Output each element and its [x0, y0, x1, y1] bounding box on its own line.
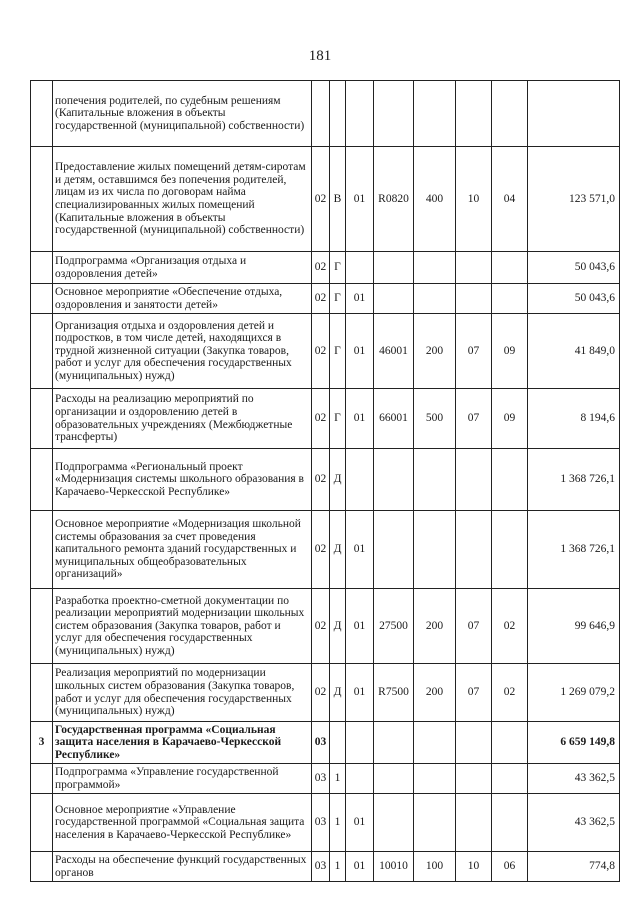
item-name-cell: Подпрограмма «Региональный проект «Модернизация системы школьного образования в Карачаево-Черкесской Республике» — [53, 449, 312, 511]
program-code-cell: 03 — [312, 764, 330, 794]
subprogram-code-cell: Д — [330, 589, 346, 664]
section-code-cell — [456, 722, 492, 764]
program-code-cell: 03 — [312, 794, 330, 852]
direction-code-cell — [374, 449, 414, 511]
table-row — [31, 389, 620, 449]
subprogram-code-cell — [330, 722, 346, 764]
budget-table — [30, 80, 620, 882]
row-number-cell — [31, 81, 53, 147]
subprogram-code-cell: Д — [330, 511, 346, 589]
activity-code-cell: 01 — [346, 314, 374, 389]
subsection-code-cell: 04 — [492, 147, 528, 252]
row-number-cell — [31, 147, 53, 252]
section-code-cell — [456, 284, 492, 314]
row-number-cell — [31, 389, 53, 449]
direction-code-cell: R7500 — [374, 664, 414, 722]
activity-code-cell — [346, 81, 374, 147]
subprogram-code-cell: 1 — [330, 794, 346, 852]
section-code-cell: 07 — [456, 389, 492, 449]
subsection-code-cell: 09 — [492, 389, 528, 449]
activity-code-cell: 01 — [346, 589, 374, 664]
section-code-cell — [456, 81, 492, 147]
section-code-cell — [456, 511, 492, 589]
expense-type-code-cell: 400 — [414, 147, 456, 252]
subprogram-code-cell: Г — [330, 284, 346, 314]
subsection-code-cell: 02 — [492, 664, 528, 722]
amount-cell: 6 659 149,8 — [528, 722, 620, 764]
amount-cell: 774,8 — [528, 852, 620, 882]
program-code-cell: 02 — [312, 147, 330, 252]
amount-cell: 123 571,0 — [528, 147, 620, 252]
expense-type-code-cell — [414, 81, 456, 147]
section-code-cell — [456, 449, 492, 511]
item-name-cell: Разработка проектно-сметной документации по реализации мероприятий модернизации школьных систем образования (Закупка товаров, работ и услуг для обеспечения государственных (муниципальных) нужд) — [53, 589, 312, 664]
section-code-cell — [456, 252, 492, 284]
subsection-code-cell: 02 — [492, 589, 528, 664]
direction-code-cell — [374, 764, 414, 794]
section-code-cell: 10 — [456, 852, 492, 882]
table-row — [31, 314, 620, 389]
direction-code-cell: 27500 — [374, 589, 414, 664]
table-row — [31, 147, 620, 252]
direction-code-cell — [374, 794, 414, 852]
table-row — [31, 722, 620, 764]
item-name-cell: Предоставление жилых помещений детям-сиротам и детям, оставшимся без попечения родителей, лицам из их числа по договорам найма специализированных жилых помещений (Капитальные вложения в объекты государственной (муниципальной) собственности) — [53, 147, 312, 252]
subsection-code-cell — [492, 794, 528, 852]
amount-cell: 99 646,9 — [528, 589, 620, 664]
expense-type-code-cell: 500 — [414, 389, 456, 449]
item-name-cell: Подпрограмма «Управление государственной программой» — [53, 764, 312, 794]
expense-type-code-cell: 200 — [414, 314, 456, 389]
item-name-cell: Основное мероприятие «Модернизация школьной системы образования за счет проведения капитального ремонта зданий государственных и муниципальных общеобразовательных организаций» — [53, 511, 312, 589]
item-name-cell: Основное мероприятие «Обеспечение отдыха, оздоровления и занятости детей» — [53, 284, 312, 314]
item-name-cell: Организация отдыха и оздоровления детей и подростков, в том числе детей, находящихся в трудной жизненной ситуации (Закупка товаров, работ и услуг для обеспечения государственных (муниципальных) нужд) — [53, 314, 312, 389]
program-code-cell: 02 — [312, 511, 330, 589]
activity-code-cell: 01 — [346, 852, 374, 882]
direction-code-cell — [374, 252, 414, 284]
row-number-cell — [31, 852, 53, 882]
amount-cell: 1 269 079,2 — [528, 664, 620, 722]
direction-code-cell: 46001 — [374, 314, 414, 389]
table-row — [31, 764, 620, 794]
amount-cell — [528, 81, 620, 147]
direction-code-cell — [374, 81, 414, 147]
row-number-cell — [31, 252, 53, 284]
expense-type-code-cell — [414, 764, 456, 794]
activity-code-cell: 01 — [346, 147, 374, 252]
item-name-cell: Государственная программа «Социальная защита населения в Карачаево-Черкесской Республике» — [53, 722, 312, 764]
section-code-cell: 10 — [456, 147, 492, 252]
program-code-cell: 03 — [312, 852, 330, 882]
expense-type-code-cell — [414, 722, 456, 764]
subprogram-code-cell — [330, 81, 346, 147]
amount-cell: 43 362,5 — [528, 764, 620, 794]
program-code-cell: 02 — [312, 589, 330, 664]
table-row — [31, 81, 620, 147]
subprogram-code-cell: Г — [330, 314, 346, 389]
table-row — [31, 664, 620, 722]
activity-code-cell — [346, 764, 374, 794]
subprogram-code-cell: Д — [330, 449, 346, 511]
expense-type-code-cell — [414, 794, 456, 852]
section-code-cell — [456, 764, 492, 794]
table-body — [31, 81, 620, 882]
item-name-cell: Расходы на реализацию мероприятий по организации и оздоровлению детей в образовательных учреждениях (Межбюджетные трансферты) — [53, 389, 312, 449]
table-row — [31, 449, 620, 511]
section-code-cell: 07 — [456, 314, 492, 389]
table-row — [31, 284, 620, 314]
direction-code-cell: 66001 — [374, 389, 414, 449]
direction-code-cell — [374, 284, 414, 314]
item-name-cell: Основное мероприятие «Управление государственной программой «Социальная защита населения в Карачаево-Черкесской Республике» — [53, 794, 312, 852]
subprogram-code-cell: В — [330, 147, 346, 252]
subprogram-code-cell: Г — [330, 252, 346, 284]
program-code-cell: 02 — [312, 389, 330, 449]
row-number-cell: 3 — [31, 722, 53, 764]
direction-code-cell — [374, 511, 414, 589]
expense-type-code-cell: 100 — [414, 852, 456, 882]
amount-cell: 50 043,6 — [528, 252, 620, 284]
subprogram-code-cell: Г — [330, 389, 346, 449]
item-name-cell: попечения родителей, по судебным решениям (Капитальные вложения в объекты государственной (муниципальной) собственности) — [53, 81, 312, 147]
amount-cell: 50 043,6 — [528, 284, 620, 314]
direction-code-cell: R0820 — [374, 147, 414, 252]
item-name-cell: Подпрограмма «Организация отдыха и оздоровления детей» — [53, 252, 312, 284]
section-code-cell: 07 — [456, 664, 492, 722]
subsection-code-cell — [492, 511, 528, 589]
direction-code-cell: 10010 — [374, 852, 414, 882]
subsection-code-cell: 09 — [492, 314, 528, 389]
item-name-cell: Реализация мероприятий по модернизации школьных систем образования (Закупка товаров, работ и услуг для обеспечения государственных (муниципальных) нужд) — [53, 664, 312, 722]
row-number-cell — [31, 589, 53, 664]
subsection-code-cell — [492, 764, 528, 794]
activity-code-cell: 01 — [346, 664, 374, 722]
activity-code-cell — [346, 722, 374, 764]
subsection-code-cell — [492, 81, 528, 147]
row-number-cell — [31, 511, 53, 589]
activity-code-cell: 01 — [346, 284, 374, 314]
expense-type-code-cell — [414, 449, 456, 511]
table-row — [31, 252, 620, 284]
expense-type-code-cell — [414, 252, 456, 284]
section-code-cell: 07 — [456, 589, 492, 664]
amount-cell: 41 849,0 — [528, 314, 620, 389]
program-code-cell: 02 — [312, 284, 330, 314]
row-number-cell — [31, 794, 53, 852]
amount-cell: 8 194,6 — [528, 389, 620, 449]
subprogram-code-cell: 1 — [330, 764, 346, 794]
program-code-cell: 02 — [312, 252, 330, 284]
expense-type-code-cell — [414, 284, 456, 314]
amount-cell: 1 368 726,1 — [528, 449, 620, 511]
row-number-cell — [31, 284, 53, 314]
subsection-code-cell — [492, 284, 528, 314]
expense-type-code-cell: 200 — [414, 589, 456, 664]
table-row — [31, 511, 620, 589]
direction-code-cell — [374, 722, 414, 764]
program-code-cell: 03 — [312, 722, 330, 764]
section-code-cell — [456, 794, 492, 852]
amount-cell: 1 368 726,1 — [528, 511, 620, 589]
program-code-cell — [312, 81, 330, 147]
activity-code-cell — [346, 449, 374, 511]
table-row — [31, 794, 620, 852]
subsection-code-cell — [492, 449, 528, 511]
expense-type-code-cell: 200 — [414, 664, 456, 722]
subsection-code-cell — [492, 252, 528, 284]
activity-code-cell: 01 — [346, 511, 374, 589]
activity-code-cell: 01 — [346, 794, 374, 852]
amount-cell: 43 362,5 — [528, 794, 620, 852]
activity-code-cell — [346, 252, 374, 284]
row-number-cell — [31, 314, 53, 389]
activity-code-cell: 01 — [346, 389, 374, 449]
subsection-code-cell — [492, 722, 528, 764]
row-number-cell — [31, 449, 53, 511]
row-number-cell — [31, 664, 53, 722]
page-number: 181 — [308, 48, 332, 64]
subsection-code-cell: 06 — [492, 852, 528, 882]
row-number-cell — [31, 764, 53, 794]
subprogram-code-cell: 1 — [330, 852, 346, 882]
expense-type-code-cell — [414, 511, 456, 589]
table-row — [31, 589, 620, 664]
table-row — [31, 852, 620, 882]
program-code-cell: 02 — [312, 314, 330, 389]
subprogram-code-cell: Д — [330, 664, 346, 722]
program-code-cell: 02 — [312, 449, 330, 511]
program-code-cell: 02 — [312, 664, 330, 722]
item-name-cell: Расходы на обеспечение функций государственных органов — [53, 852, 312, 882]
